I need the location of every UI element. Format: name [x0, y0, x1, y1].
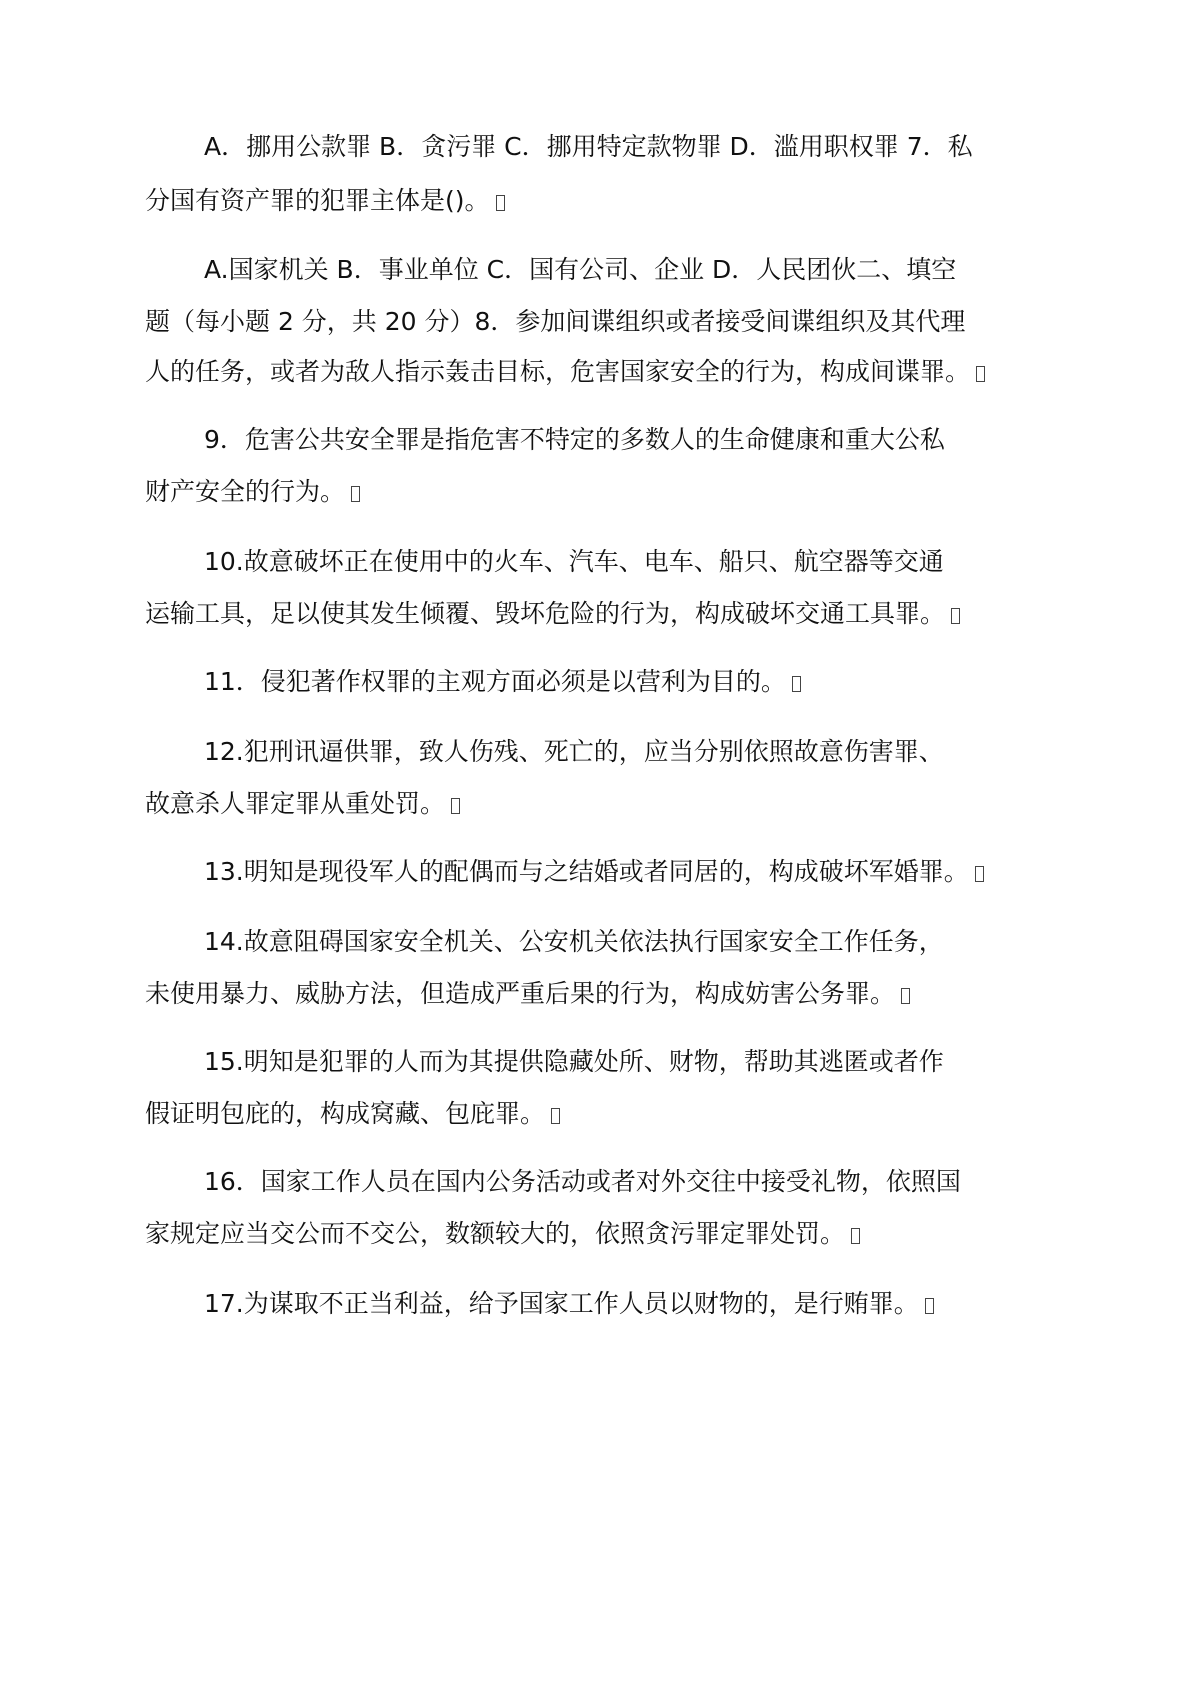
paragraph-mark-icon: [976, 366, 985, 382]
paragraph-mark-icon: [496, 195, 505, 211]
text-line: 财产安全的行为。: [145, 475, 360, 509]
text-line: 题（每小题 2 分，共 20 分）8．参加间谍组织或者接受间谍组织及其代理: [145, 307, 966, 336]
paragraph-mark-icon: [925, 1298, 934, 1314]
text-line: 人的任务，或者为敌人指示轰击目标，危害国家安全的行为，构成间谍罪。: [145, 355, 985, 389]
text-line: 13.明知是现役军人的配偶而与之结婚或者同居的，构成破坏军婚罪。: [204, 855, 984, 889]
paragraph-mark-icon: [351, 486, 360, 502]
paragraph-mark-icon: [951, 608, 960, 624]
text-line: 家规定应当交公而不交公，数额较大的，依照贪污罪定罪处罚。: [145, 1217, 860, 1251]
text-line: A.国家机关 B．事业单位 C．国有公司、企业 D．人民团伙二、填空: [204, 255, 957, 284]
text-line: 12.犯刑讯逼供罪，致人伤残、死亡的，应当分别依照故意伤害罪、: [204, 737, 944, 766]
text-line: 17.为谋取不正当利益，给予国家工作人员以财物的，是行贿罪。: [204, 1287, 934, 1321]
text-line: 9．危害公共安全罪是指危害不特定的多数人的生命健康和重大公私: [204, 425, 945, 454]
text-line: 故意杀人罪定罪从重处罚。: [145, 787, 460, 821]
paragraph-mark-icon: [901, 988, 910, 1004]
paragraph-mark-icon: [792, 676, 801, 692]
text-line: 15.明知是犯罪的人而为其提供隐藏处所、财物，帮助其逃匿或者作: [204, 1047, 944, 1076]
text-line: A．挪用公款罪 B．贪污罪 C．挪用特定款物罪 D．滥用职权罪 7．私: [204, 132, 973, 161]
text-line: 10.故意破坏正在使用中的火车、汽车、电车、船只、航空器等交通: [204, 547, 944, 576]
paragraph-mark-icon: [551, 1108, 560, 1124]
text-line: 未使用暴力、威胁方法，但造成严重后果的行为，构成妨害公务罪。: [145, 977, 910, 1011]
text-line: 16．国家工作人员在国内公务活动或者对外交往中接受礼物，依照国: [204, 1167, 961, 1196]
paragraph-mark-icon: [975, 866, 984, 882]
text-line: 14.故意阻碍国家安全机关、公安机关依法执行国家安全工作任务，: [204, 927, 944, 956]
text-line: 11．侵犯著作权罪的主观方面必须是以营利为目的。: [204, 665, 801, 699]
text-line: 分国有资产罪的犯罪主体是()。: [145, 184, 505, 218]
text-line: 运输工具，足以使其发生倾覆、毁坏危险的行为，构成破坏交通工具罪。: [145, 597, 960, 631]
text-line: 假证明包庇的，构成窝藏、包庇罪。: [145, 1097, 560, 1131]
paragraph-mark-icon: [451, 798, 460, 814]
paragraph-mark-icon: [851, 1228, 860, 1244]
